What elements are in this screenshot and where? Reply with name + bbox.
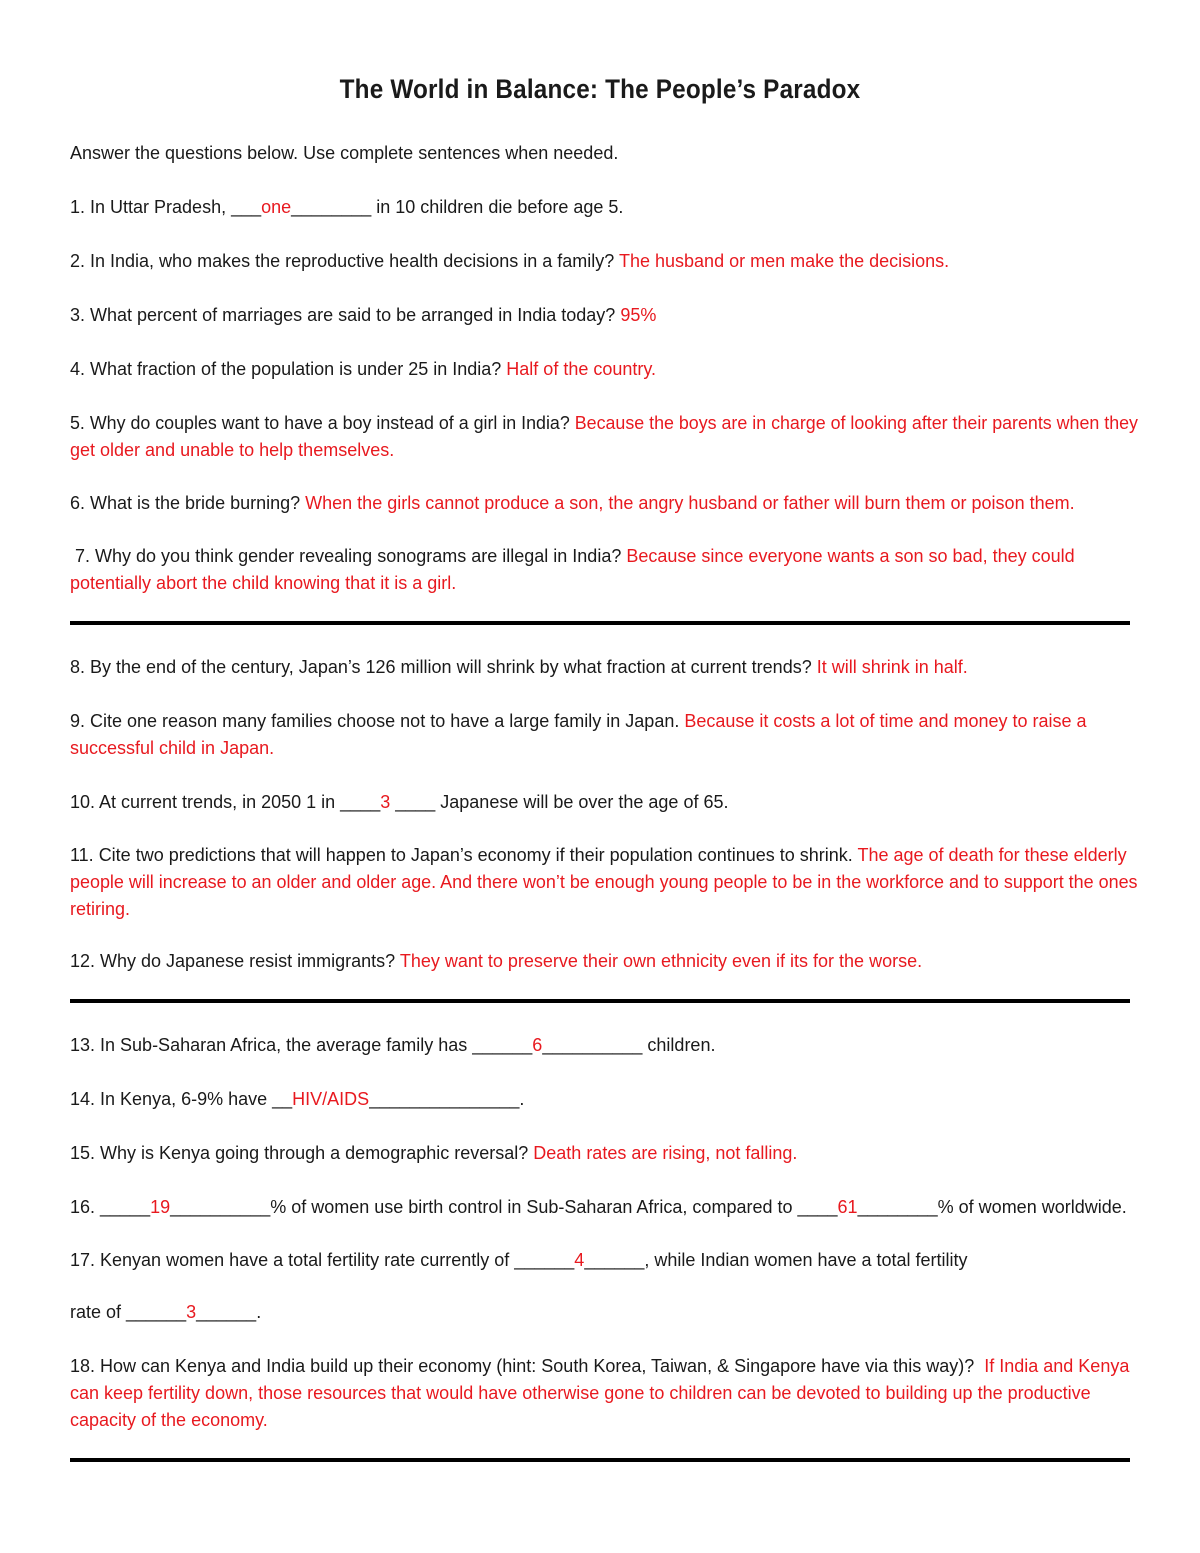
q16-answer-b: 61	[837, 1197, 858, 1217]
question-4	[70, 356, 1138, 383]
q13-prefix: 13. In Sub-Saharan Africa, the average family has ______	[70, 1035, 533, 1055]
q11-answer-cont-2: retiring.	[70, 899, 131, 919]
question-11	[70, 842, 1138, 869]
q11-answer-cont: people will increase to an older and older age. And there won’t be enough young people to be in the workforce and to support the ones	[70, 872, 1138, 892]
q2-answer: The husband or men make the decisions.	[619, 251, 950, 271]
q10-prefix: 10. At current trends, in 2050 1 in ____	[70, 792, 381, 812]
q6-answer: When the girls cannot produce a son, the angry husband or father will burn them or poison them.	[305, 493, 1075, 513]
question-17	[70, 1247, 1138, 1274]
q1-prefix: 1. In Uttar Pradesh, ___	[70, 197, 262, 217]
question-6	[70, 490, 1138, 517]
q17b-answer: 3	[186, 1302, 197, 1322]
question-2	[70, 248, 1138, 275]
q12-answer: They want to preserve their own ethnicity even if its for the worse.	[399, 951, 923, 971]
q18-answer: If India and Kenya	[984, 1356, 1130, 1376]
question-18	[70, 1353, 1138, 1380]
question-7	[70, 543, 1138, 570]
q16-prefix: 16. _____	[70, 1197, 151, 1217]
section-divider-japan	[70, 999, 1130, 1003]
section-divider-india	[70, 621, 1130, 625]
question-5	[70, 410, 1138, 437]
q15-answer: Death rates are rising, not falling.	[533, 1143, 798, 1163]
q8-text: 8. By the end of the century, Japan’s 126 million will shrink by what fraction at current trends?	[70, 657, 812, 677]
q1-answer: one	[261, 197, 292, 217]
q17-answer: 4	[574, 1250, 585, 1270]
q13-suffix: __________ children.	[542, 1035, 716, 1055]
q7-answer: Because since everyone wants a son so bad, they could	[626, 546, 1075, 566]
instructions: Answer the questions below. Use complete sentences when needed.	[70, 143, 619, 163]
q5-answer-cont: get older and unable to help themselves.	[70, 440, 395, 460]
question-13	[70, 1032, 1138, 1059]
q17b-suffix: ______.	[196, 1302, 262, 1322]
question-17-cont	[70, 1299, 1138, 1326]
q10-answer: 3	[380, 792, 391, 812]
q2-text: 2. In India, who makes the reproductive health decisions in a family?	[70, 251, 615, 271]
question-9	[70, 708, 1138, 735]
q18-answer-cont: can keep fertility down, those resources that would have otherwise gone to children can be devoted to building up the productive	[70, 1383, 1091, 1403]
question-15	[70, 1140, 1138, 1167]
q16-answer-a: 19	[150, 1197, 171, 1217]
q4-answer: Half of the country.	[506, 359, 657, 379]
q9-text: 9. Cite one reason many families choose not to have a large family in Japan.	[70, 711, 680, 731]
q17b-prefix: rate of ______	[70, 1302, 187, 1322]
q5-answer: Because the boys are in charge of looking after their parents when they	[574, 413, 1138, 433]
q7-answer-cont: potentially abort the child knowing that it is a girl.	[70, 573, 457, 593]
q4-text: 4. What fraction of the population is under 25 in India?	[70, 359, 502, 379]
question-12	[70, 948, 1138, 975]
question-10	[70, 789, 1138, 816]
question-3	[70, 302, 1138, 329]
q16-suffix: ________% of women worldwide.	[857, 1197, 1127, 1217]
question-16	[70, 1194, 1138, 1221]
q17-prefix: 17. Kenyan women have a total fertility rate currently of ______	[70, 1250, 575, 1270]
q8-answer: It will shrink in half.	[816, 657, 968, 677]
q11-answer: The age of death for these elderly	[857, 845, 1127, 865]
q5-text: 5. Why do couples want to have a boy instead of a girl in India?	[70, 413, 570, 433]
q12-text: 12. Why do Japanese resist immigrants?	[70, 951, 396, 971]
q6-text: 6. What is the bride burning?	[70, 493, 301, 513]
q14-answer: HIV/AIDS	[292, 1089, 370, 1109]
q14-suffix: _______________.	[369, 1089, 525, 1109]
question-1	[70, 194, 1138, 221]
q16-middle: __________% of women use birth control in Sub-Saharan Africa, compared to ____	[170, 1197, 838, 1217]
q3-answer: 95%	[620, 305, 657, 325]
q15-text: 15. Why is Kenya going through a demographic reversal?	[70, 1143, 529, 1163]
q13-answer: 6	[532, 1035, 543, 1055]
q9-answer: Because it costs a lot of time and money to raise a	[684, 711, 1087, 731]
q10-suffix: ____ Japanese will be over the age of 65.	[390, 792, 729, 812]
q11-text: 11. Cite two predictions that will happen to Japan’s economy if their population continues to shrink.	[70, 845, 853, 865]
q1-suffix: ________ in 10 children die before age 5.	[291, 197, 624, 217]
section-divider-africa	[70, 1458, 1130, 1462]
question-14	[70, 1086, 1138, 1113]
q17-suffix: ______, while Indian women have a total fertility	[584, 1250, 968, 1270]
q18-text: 18. How can Kenya and India build up their economy (hint: South Korea, Taiwan, & Singapore have via this way)?	[70, 1356, 975, 1376]
q14-prefix: 14. In Kenya, 6-9% have __	[70, 1089, 293, 1109]
question-8	[70, 654, 1138, 681]
q18-answer-cont-2: capacity of the economy.	[70, 1410, 268, 1430]
q3-text: 3. What percent of marriages are said to be arranged in India today?	[70, 305, 616, 325]
q9-answer-cont: successful child in Japan.	[70, 738, 275, 758]
q7-text: 7. Why do you think gender revealing sonograms are illegal in India?	[75, 546, 622, 566]
page-title: The World in Balance: The People’s Paradox	[339, 74, 861, 104]
